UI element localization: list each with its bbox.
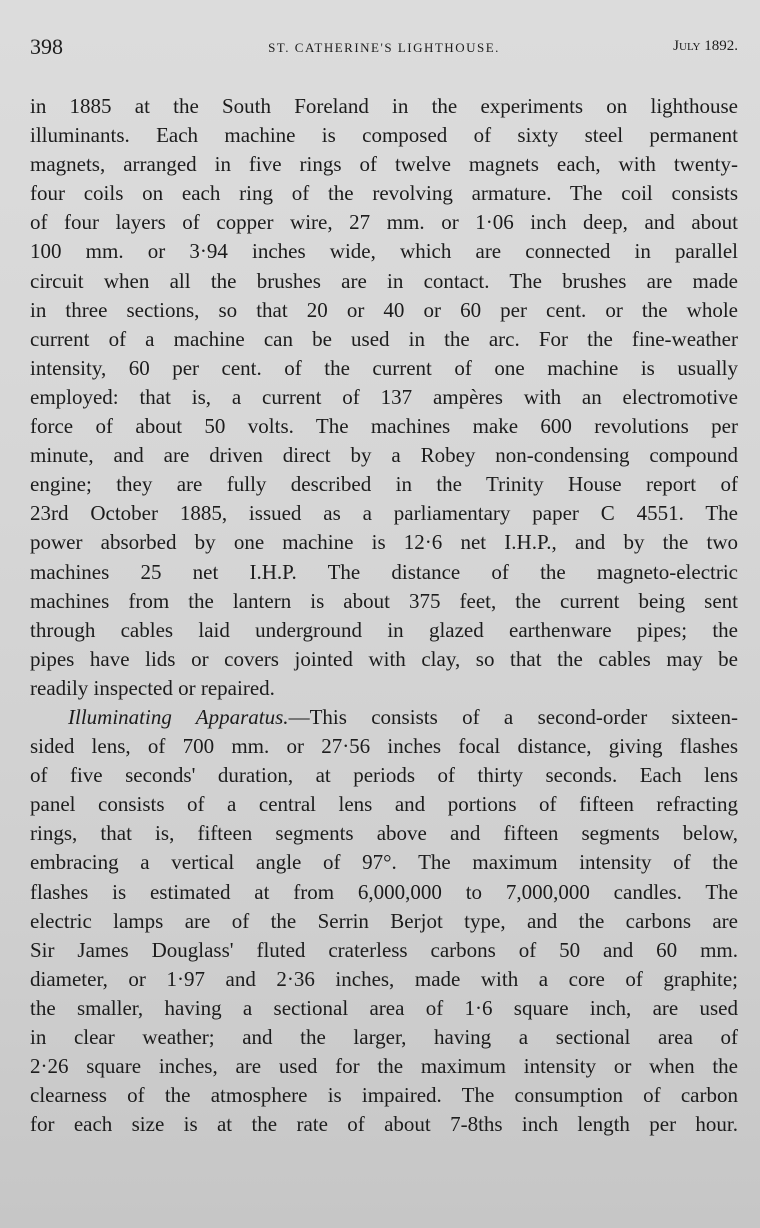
text-line: illuminants. Each machine is composed of sixty steel permanent [30, 123, 738, 148]
text-line: magnets, arranged in five rings of twelve magnets each, with twenty- [30, 152, 738, 177]
text-line: sided lens, of 700 mm. or 27·56 inches focal distance, giving flashes [30, 734, 738, 759]
page-header [30, 34, 738, 64]
text-line: four coils on each ring of the revolving armature. The coil consists [30, 181, 738, 206]
text-line: electric lamps are of the Serrin Berjot type, and the carbons are [30, 908, 738, 933]
text-line: in three sections, so that 20 or 40 or 60 per cent. or the whole [30, 297, 738, 322]
text-line: embracing a vertical angle of 97°. The maximum intensity of the [30, 850, 738, 875]
running-title: ST. CATHERINE'S LIGHTHOUSE. [268, 40, 500, 55]
paragraph-illuminating-apparatus [30, 703, 738, 1139]
text-line: diameter, or 1·97 and 2·36 inches, made with a core of graphite; [30, 966, 738, 991]
text-line: in 1885 at the South Foreland in the experiments on lighthouse [30, 94, 738, 118]
text-line: readily inspected or repaired. [30, 675, 275, 700]
header-date: July 1892. [673, 38, 738, 54]
text-line: flashes is estimated at from 6,000,000 to 7,000,000 candles. The [30, 879, 738, 904]
text-line: 2·26 square inches, are used for the maximum intensity or when the [30, 1054, 738, 1079]
page-number: 398 [30, 34, 63, 59]
text-line: for each size is at the rate of about 7-8ths inch length per hour. [30, 1112, 738, 1137]
text-line: in clear weather; and the larger, having a sectional area of [30, 1025, 738, 1049]
text-line: the smaller, having a sectional area of 1·6 square inch, are used [30, 995, 738, 1020]
text-line [30, 703, 738, 732]
text-line: machines from the lantern is about 375 feet, the current being sent [30, 588, 738, 613]
text-line: power absorbed by one machine is 12·6 net I.H.P., and by the two [30, 530, 738, 555]
text-line: pipes have lids or covers jointed with clay, so that the cables may be [30, 646, 738, 671]
page-body [30, 92, 738, 1139]
text-line: engine; they are fully described in the Trinity House report of [30, 472, 738, 497]
text-line: intensity, 60 per cent. of the current of one machine is usually [30, 355, 738, 380]
text-line: rings, that is, fifteen segments above and fifteen segments below, [30, 821, 738, 846]
text-line: machines 25 net I.H.P. The distance of the magneto-electric [30, 559, 738, 584]
text-line: minute, and are driven direct by a Robey non-condensing compound [30, 443, 738, 468]
paragraph-dynamos [30, 92, 738, 703]
text-line: employed: that is, a current of 137 ampères with an electromotive [30, 384, 738, 409]
text-line-rest: —This consists of a second-order sixteen- [288, 704, 738, 729]
section-heading: Illuminating Apparatus. [68, 704, 289, 729]
text-line: force of about 50 volts. The machines make 600 revolutions per [30, 414, 738, 439]
text-line: circuit when all the brushes are in contact. The brushes are made [30, 268, 738, 293]
text-line: current of a machine can be used in the arc. For the fine-weather [30, 326, 738, 351]
text-line: of five seconds' duration, at periods of thirty seconds. Each lens [30, 763, 738, 788]
text-line: through cables laid underground in glazed earthenware pipes; the [30, 617, 738, 642]
text-line: panel consists of a central lens and portions of fifteen refracting [30, 792, 738, 817]
text-line: Sir James Douglass' fluted craterless carbons of 50 and 60 mm. [30, 937, 738, 962]
text-line: 100 mm. or 3·94 inches wide, which are connected in parallel [30, 239, 738, 264]
text-line: clearness of the atmosphere is impaired. The consumption of carbon [30, 1083, 738, 1108]
text-line: 23rd October 1885, issued as a parliamentary paper C 4551. The [30, 501, 738, 526]
text-line: of four layers of copper wire, 27 mm. or 1·06 inch deep, and about [30, 210, 738, 235]
